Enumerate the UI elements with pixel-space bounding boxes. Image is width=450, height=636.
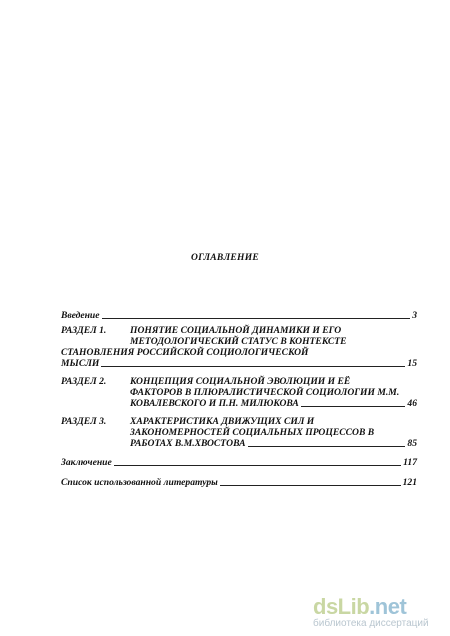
section-title-line: ХАРАКТЕРИСТИКА ДВИЖУЩИХ СИЛ И <box>130 416 315 427</box>
leader-line <box>248 446 406 447</box>
section-title-line: МЕТОДОЛОГИЧЕСКИЙ СТАТУС В КОНТЕКСТЕ <box>130 336 347 347</box>
section-label: РАЗДЕЛ 2. <box>61 376 107 387</box>
toc-title: ОГЛАВЛЕНИЕ <box>190 253 260 263</box>
section-title-line: ФАКТОРОВ В ПЛЮРАЛИСТИЧЕСКОЙ СОЦИОЛОГИИ М.М. <box>130 387 400 398</box>
section-last-line <box>61 358 417 369</box>
toc-entry-label: Заключение <box>61 457 112 468</box>
section-label: РАЗДЕЛ 1. <box>61 325 107 336</box>
watermark-logo <box>313 594 406 620</box>
toc-entry-label: Список использованной литературы <box>61 477 218 488</box>
section-last-line <box>130 438 417 449</box>
site-watermark <box>313 594 438 628</box>
toc-entry-label: Введение <box>61 310 100 321</box>
leader-line <box>102 318 411 319</box>
section-title-line: КОВАЛЕВСКОГО И П.Н. МИЛЮКОВА <box>130 398 299 409</box>
watermark-subtitle: библиотека диссертаций <box>313 618 429 629</box>
section-label: РАЗДЕЛ 3. <box>61 416 107 427</box>
section-title-line: ПОНЯТИЕ СОЦИАЛЬНОЙ ДИНАМИКИ И ЕГО <box>130 325 342 336</box>
leader-line <box>101 366 405 367</box>
section-title-line: ЗАКОНОМЕРНОСТЕЙ СОЦИАЛЬНЫХ ПРОЦЕССОВ В <box>130 427 375 438</box>
toc-entry-page: 15 <box>407 358 417 369</box>
toc-section-2 <box>61 376 417 409</box>
toc-section-3 <box>61 416 417 449</box>
toc-entry-intro <box>61 310 417 321</box>
section-title-line: МЫСЛИ <box>61 358 100 369</box>
toc-section-1 <box>61 325 417 347</box>
watermark-logo-part: .net <box>369 594 407 619</box>
section-last-line <box>130 398 417 409</box>
section-title-line: КОНЦЕПЦИЯ СОЦИАЛЬНОЙ ЭВОЛЮЦИИ И ЕЁ <box>130 376 351 387</box>
table-of-contents <box>61 310 417 488</box>
toc-entry-bibliography <box>61 477 417 488</box>
toc-entry-page: 121 <box>402 477 417 488</box>
toc-entry-page: 3 <box>412 310 417 321</box>
section-title-line: РАБОТАХ В.М.ХВОСТОВА <box>130 438 246 449</box>
toc-entry-page: 117 <box>403 457 417 468</box>
toc-entry-conclusion <box>61 457 417 468</box>
toc-entry-page: 85 <box>407 438 417 449</box>
toc-entry-page: 46 <box>407 398 417 409</box>
leader-line <box>301 406 406 407</box>
leader-line <box>220 485 401 486</box>
leader-line <box>114 465 401 466</box>
watermark-logo-part: dsLib <box>313 594 370 619</box>
section-title-line: СТАНОВЛЕНИЯ РОССИЙСКОЙ СОЦИОЛОГИЧЕСКОЙ <box>61 347 309 358</box>
